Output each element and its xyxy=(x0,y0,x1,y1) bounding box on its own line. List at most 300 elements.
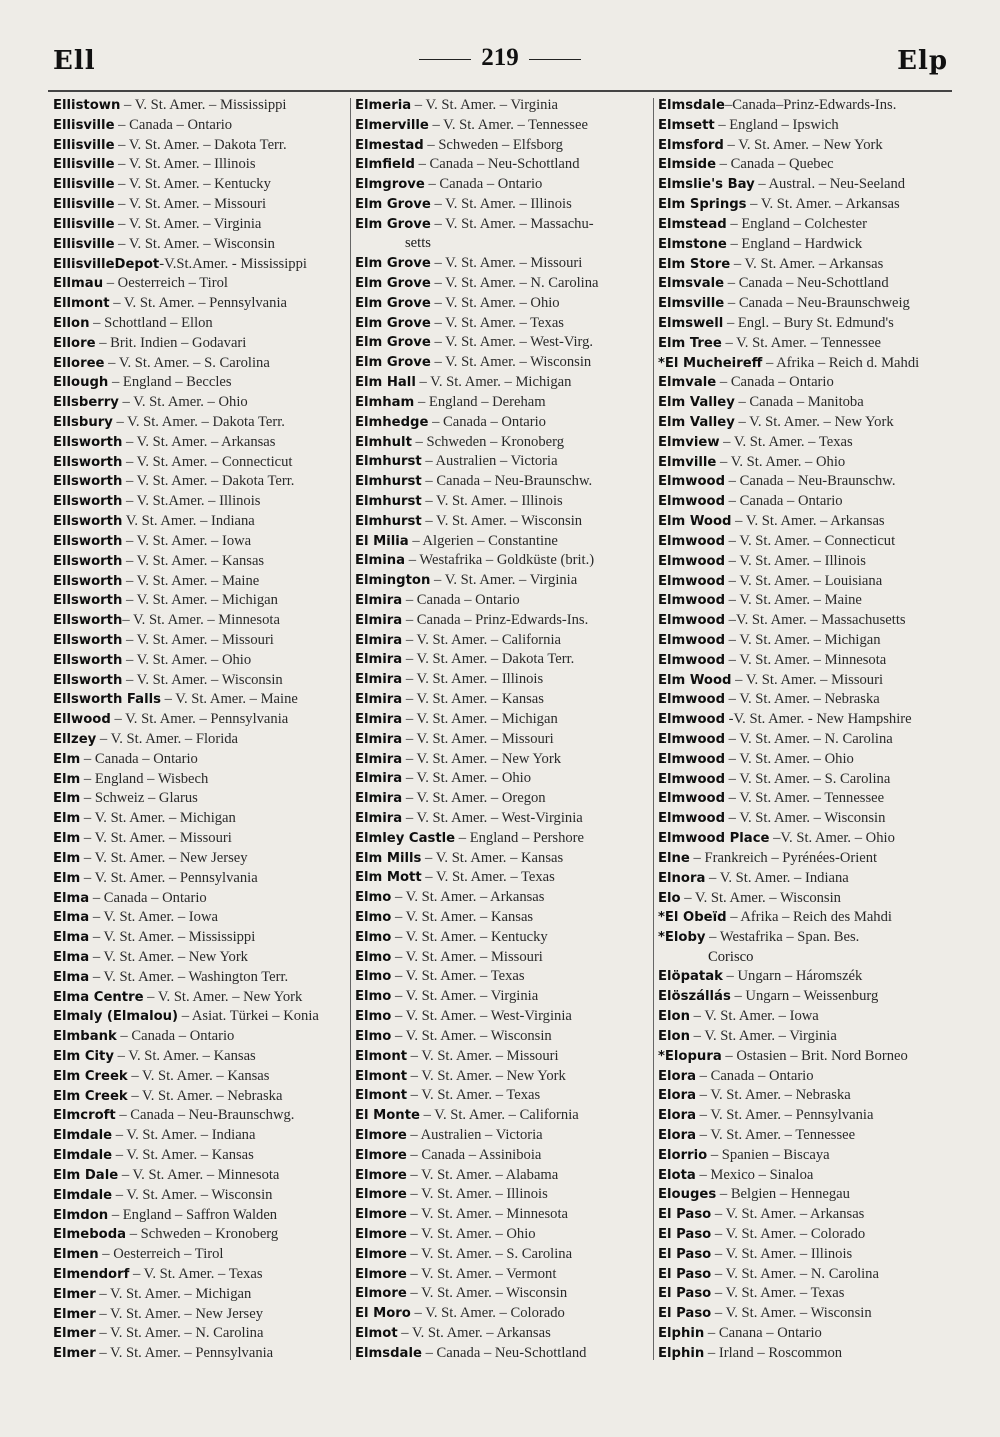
place-name: Ellisville xyxy=(53,137,115,153)
place-location: – V. St. Amer. – Ohio xyxy=(118,394,248,411)
place-name: Elnora xyxy=(658,870,706,886)
place-location: – England – Pershore xyxy=(455,829,585,846)
place-location: – V. St. Amer. – Missouri xyxy=(430,255,583,272)
gazetteer-entry xyxy=(53,572,345,592)
place-location: – Ostasien – Brit. Nord Borneo xyxy=(721,1047,908,1064)
gazetteer-entry xyxy=(355,96,647,116)
place-name: Elmira xyxy=(355,731,403,747)
place-location: – Afrika – Reich d. Mahdi xyxy=(762,354,920,371)
place-name: *El Obeïd xyxy=(658,910,727,926)
place-location: – V. St. Amer. – Maine xyxy=(122,572,260,589)
place-location: – V. St. Amer. – Tennessee xyxy=(696,1126,856,1143)
place-name: Elouges xyxy=(658,1187,717,1203)
place-location: – V. St. Amer. – Ohio xyxy=(430,294,560,311)
place-location: – Canada – Neu-Braunschweig xyxy=(724,295,910,312)
place-name: Elmvale xyxy=(658,375,717,391)
gazetteer-entry xyxy=(658,889,950,909)
place-name: Ellsworth xyxy=(53,533,123,549)
place-location: – V. St. Amer. – Arkansas xyxy=(391,889,545,906)
place-location: – V. St. Amer. – Nebraska xyxy=(127,1087,283,1104)
gazetteer-entry xyxy=(53,1344,345,1364)
gazetteer-entry xyxy=(355,888,647,908)
place-location: – Algerien – Constantine xyxy=(408,532,558,549)
place-name: Ellsworth xyxy=(53,434,123,450)
place-location: – V. St. Amer. – Minnesota xyxy=(118,1166,280,1183)
place-location: – V. St. Amer. – Virginia xyxy=(689,1027,837,1044)
gazetteer-entry xyxy=(53,433,345,453)
page-number-block xyxy=(0,44,1000,72)
gazetteer-entry xyxy=(658,1146,950,1166)
gazetteer-entry xyxy=(355,710,647,730)
gazetteer-entry xyxy=(658,294,950,314)
place-name: Elmwood xyxy=(658,553,726,569)
gazetteer-entry xyxy=(355,631,647,651)
place-location: – V. St. Amer. – New York xyxy=(407,1067,566,1084)
place-name: Elora xyxy=(658,1127,696,1143)
gazetteer-entry xyxy=(355,1265,647,1285)
gazetteer-entry xyxy=(355,1007,647,1027)
place-location: – Engl. – Bury St. Edmund's xyxy=(723,314,894,331)
gazetteer-entry xyxy=(53,928,345,948)
place-location: – V. St. Amer. – Pennsylvania xyxy=(95,1345,274,1362)
place-location: – V. St. Amer. – Maine xyxy=(160,691,298,708)
place-name: Elmeria xyxy=(355,98,412,113)
place-location: – V. St. Amer. – Wisconsin xyxy=(725,810,886,827)
gazetteer-entry xyxy=(53,829,345,849)
gazetteer-entry xyxy=(53,334,345,354)
place-location: – V. St. Amer. – S. Carolina xyxy=(104,354,270,371)
place-location: – V. St. Amer. – Ohio xyxy=(725,750,854,767)
place-name: Elm Dale xyxy=(53,1167,119,1183)
place-location: – V. St.Amer. – Illinois xyxy=(122,493,261,510)
place-name: Elmer xyxy=(53,1346,96,1362)
gazetteer-entry xyxy=(53,1146,345,1166)
place-name: Ellisville xyxy=(53,117,115,133)
place-name: Elo xyxy=(658,890,681,906)
gazetteer-entry xyxy=(355,1324,647,1344)
place-name: Elmwood Place xyxy=(658,831,770,847)
place-location: – V. St. Amer. – Wisconsin xyxy=(711,1305,872,1322)
gazetteer-entry xyxy=(658,235,950,255)
gazetteer-entry xyxy=(355,551,647,571)
place-location: – V. St. Amer. – New Jersey xyxy=(80,849,248,866)
place-name: Elmham xyxy=(355,394,415,410)
place-name: Elmwood xyxy=(658,751,726,767)
place-location: – V. St. Amer. – Wisconsin xyxy=(114,235,275,252)
place-location: – V. St. Amer. – Texas xyxy=(407,1087,541,1104)
place-location: – V. St. Amer. – Michigan xyxy=(402,710,558,727)
place-location: – V. St. Amer. – Kansas xyxy=(421,849,564,866)
place-name: Elmira xyxy=(355,692,403,708)
place-location: – V. St. Amer. – Kentucky xyxy=(114,176,271,193)
place-name: Elmwood xyxy=(658,593,726,609)
gazetteer-entry xyxy=(658,611,950,631)
place-location: – V. St. Amer. – California xyxy=(419,1107,579,1124)
place-location: – V. St. Amer. – Texas xyxy=(129,1265,263,1282)
gazetteer-entry xyxy=(53,1305,345,1325)
place-location: – Canada – Ontario xyxy=(716,374,834,391)
gazetteer-entry xyxy=(658,274,950,294)
gazetteer-entry xyxy=(355,928,647,948)
place-name: Elmendorf xyxy=(53,1266,130,1282)
place-location: V. St. Amer. – Indiana xyxy=(122,513,255,530)
place-location: – V. St. Amer. – Connecticut xyxy=(725,532,896,549)
place-location: – Spanien – Biscaya xyxy=(707,1146,830,1163)
place-location: – V. St. Amer. – Ohio xyxy=(716,453,846,470)
place-name: Elma Centre xyxy=(53,989,144,1005)
place-name: Elma xyxy=(53,969,90,985)
gazetteer-entry xyxy=(355,353,647,373)
place-location: – V. St. Amer. – Minnesota xyxy=(406,1206,569,1223)
place-name: Elm Grove xyxy=(355,315,431,331)
gazetteer-entry xyxy=(53,770,345,790)
place-location: – V. St. Amer. – Arkansas xyxy=(711,1206,865,1223)
gazetteer-entry xyxy=(355,967,647,987)
place-name: Elmslie's Bay xyxy=(658,177,755,193)
place-name: Ellmau xyxy=(53,276,104,292)
gazetteer-entry xyxy=(658,453,950,473)
place-location: – V. St. Amer. – Virginia xyxy=(114,215,262,232)
gazetteer-entry xyxy=(53,948,345,968)
place-location: – V. St. Amer. – Florida xyxy=(96,731,239,747)
place-location: – England – Ipswich xyxy=(714,116,839,133)
gazetteer-entry xyxy=(658,631,950,651)
gazetteer-entry xyxy=(355,571,647,591)
place-name: Ellough xyxy=(53,375,109,391)
place-name: Elma xyxy=(53,910,90,926)
place-name: El Paso xyxy=(658,1227,712,1242)
place-location: – V. St. Amer. – Oregon xyxy=(402,790,546,807)
place-name: Elma xyxy=(53,930,90,946)
place-location: – V. St. Amer. – Kentucky xyxy=(391,928,548,945)
place-location: – V. St. Amer. – Missouri xyxy=(391,948,543,965)
gazetteer-entry xyxy=(658,532,950,552)
gazetteer-entry xyxy=(355,1225,647,1245)
header-divider xyxy=(48,90,952,92)
place-name: Elmo xyxy=(355,989,392,1005)
place-location: – V. St. Amer. – New Jersey xyxy=(95,1305,264,1322)
place-name: Elmwood xyxy=(658,811,726,827)
place-name: Elmwood xyxy=(658,712,726,728)
gazetteer-entry xyxy=(355,1344,647,1364)
gazetteer-entry xyxy=(53,472,345,492)
place-name: Elm xyxy=(53,811,81,827)
place-name: Elmaly (Elmalou) xyxy=(53,1009,179,1025)
place-location: – V. St. Amer. – Michigan xyxy=(415,374,572,391)
place-name: Elm Wood xyxy=(658,672,732,688)
header-rule-right xyxy=(529,59,581,61)
place-location: – V. St. Amer. – Wisconsin xyxy=(406,1285,568,1302)
place-name: Elora xyxy=(658,1108,696,1124)
place-location: – V. St. Amer. – Arkansas xyxy=(731,513,885,530)
page-number: 219 xyxy=(481,44,519,71)
gazetteer-entry xyxy=(658,690,950,710)
gazetteer-entry xyxy=(658,314,950,334)
place-name: Elöszállás xyxy=(658,989,731,1005)
place-name: Elmwood xyxy=(658,494,726,510)
gazetteer-entry xyxy=(658,1185,950,1205)
place-name: *Elopura xyxy=(658,1048,722,1064)
place-location: – V. St. Amer. – Louisiana xyxy=(725,572,883,589)
place-location: – Australien – Victoria xyxy=(406,1126,543,1143)
gazetteer-entry xyxy=(658,1245,950,1265)
gazetteer-entry xyxy=(658,572,950,592)
place-location: – Canada – Neu-Braunschw. xyxy=(725,473,896,490)
place-name: Elmstead xyxy=(658,216,727,232)
place-location: – Canada – Ontario xyxy=(89,889,207,906)
gazetteer-entry xyxy=(53,215,345,235)
place-location: – V. St. Amer. – West-Virginia xyxy=(402,809,583,826)
running-head-right: Elp xyxy=(897,46,948,76)
place-location: – V. St. Amer. – Arkansas xyxy=(397,1325,551,1342)
gazetteer-entry xyxy=(355,769,647,789)
place-name: Ellsworth xyxy=(53,474,123,490)
gazetteer-entry xyxy=(355,314,647,334)
gazetteer-entry xyxy=(53,1126,345,1146)
place-name: Elmsett xyxy=(658,117,715,133)
place-name: Elmsville xyxy=(658,296,725,312)
place-location: – Canada – Neu-Schottland xyxy=(724,275,889,292)
place-location: – V. St. Amer. – Indiana xyxy=(705,869,849,886)
place-location: – Canada – Neu-Braunschw. xyxy=(421,473,593,490)
gazetteer-entry xyxy=(355,116,647,136)
gazetteer-entry xyxy=(53,512,345,532)
place-name: Ellsworth xyxy=(53,573,123,589)
place-name: Elmwood xyxy=(658,771,726,787)
place-name: Elmwood xyxy=(658,632,726,648)
place-name: Elmira xyxy=(355,593,403,608)
place-location: – V. St. Amer. – Illinois xyxy=(711,1245,853,1262)
gazetteer-entry xyxy=(658,1086,950,1106)
gazetteer-entry xyxy=(53,1225,345,1245)
gazetteer-entry xyxy=(53,1265,345,1285)
place-location: – V. St. Amer. – New York xyxy=(723,136,883,153)
place-name: Elm Grove xyxy=(355,295,431,311)
place-location: – V. St. Amer. – Minnesota xyxy=(122,612,280,629)
gazetteer-entry xyxy=(53,809,345,829)
place-location: – V. St. Amer. – N. Carolina xyxy=(95,1325,264,1342)
place-location: – V. St. Amer. – Virginia xyxy=(411,97,558,113)
place-name: Elmo xyxy=(355,969,392,985)
place-name: Elmira xyxy=(355,672,403,688)
gazetteer-entry xyxy=(658,671,950,691)
gazetteer-entry xyxy=(355,868,647,888)
gazetteer-entry xyxy=(53,889,345,909)
place-location: –V. St. Amer. – Ohio xyxy=(769,830,895,847)
gazetteer-entry xyxy=(355,1027,647,1047)
place-location: – V. St. Amer. – New York xyxy=(143,988,303,1005)
place-location: – Schweden – Kronoberg xyxy=(126,1226,279,1243)
place-name: Elmore xyxy=(355,1246,407,1262)
place-name: Elmington xyxy=(355,573,431,589)
column-divider xyxy=(350,98,351,1360)
place-location: – V. St. Amer. – Dakota Terr. xyxy=(112,414,285,430)
gazetteer-entry xyxy=(53,1285,345,1305)
place-location: – Canada – Quebec xyxy=(716,156,834,173)
gazetteer-entry xyxy=(355,433,647,453)
place-location: – V. St. Amer. – West-Virg. xyxy=(430,334,594,351)
place-name: El Paso xyxy=(658,1286,712,1302)
place-location: – Canada – Ontario xyxy=(424,176,543,193)
gazetteer-entry xyxy=(355,294,647,314)
place-location: -V. St. Amer. - New Hampshire xyxy=(725,711,912,728)
place-location: – Canada – Neu-Schottland xyxy=(414,156,580,173)
place-location: – V. St. Amer. – Wisconsin xyxy=(421,512,583,529)
gazetteer-entry xyxy=(53,175,345,195)
place-location: – V. St. Amer. – Ohio xyxy=(406,1226,536,1242)
gazetteer-entry xyxy=(355,1146,647,1166)
place-location: – Ungarn – Háromszék xyxy=(722,968,863,985)
place-name: Elmo xyxy=(355,1009,392,1025)
gazetteer-entry xyxy=(355,472,647,492)
place-name: Ellsworth Falls xyxy=(53,692,161,708)
gazetteer-entry xyxy=(53,1166,345,1186)
place-location: – V. St. Amer. – Missouri xyxy=(114,196,267,213)
gazetteer-entry xyxy=(355,1245,647,1265)
place-name: Elm Springs xyxy=(658,197,747,213)
place-name: Elm Valley xyxy=(658,415,735,430)
place-name: *Eloby xyxy=(658,930,706,946)
gazetteer-entry xyxy=(53,116,345,136)
gazetteer-entry xyxy=(53,908,345,928)
place-location: – Canada – Ontario xyxy=(402,592,520,608)
gazetteer-entry xyxy=(658,433,950,453)
place-location: – V. St. Amer. – Illinois xyxy=(402,671,544,688)
place-location: – V. St. Amer. – New York xyxy=(734,414,894,430)
gazetteer-entry xyxy=(53,869,345,889)
gazetteer-entry xyxy=(53,1206,345,1226)
place-name: Elmhurst xyxy=(355,474,422,490)
place-name: Elmwood xyxy=(658,732,726,747)
gazetteer-entry xyxy=(658,1324,950,1344)
place-location: – Canana – Ontario xyxy=(704,1325,822,1342)
place-location: – England – Beccles xyxy=(108,374,232,391)
gazetteer-entry xyxy=(53,988,345,1008)
place-location: – V. St. Amer. – West-Virginia xyxy=(391,1008,572,1025)
gazetteer-entry xyxy=(658,1047,950,1067)
place-name: Elm City xyxy=(53,1049,114,1064)
gazetteer-entry xyxy=(53,631,345,651)
gazetteer-entry xyxy=(658,393,950,413)
place-location: – V. St. Amer. – Tennessee xyxy=(428,116,588,133)
place-location: – Canada – Ontario xyxy=(116,1028,235,1045)
gazetteer-entry xyxy=(355,393,647,413)
gazetteer-entry xyxy=(355,650,647,670)
place-name: Ellzey xyxy=(53,732,97,747)
place-name: Elmo xyxy=(355,1028,392,1044)
place-name: Elm xyxy=(53,791,81,807)
gazetteer-entry xyxy=(658,809,950,829)
gazetteer-entry xyxy=(658,789,950,809)
place-location: – V. St. Amer. – Virginia xyxy=(430,572,578,589)
place-location: -V.St.Amer. - Mississippi xyxy=(159,255,307,272)
place-name: Ellsbury xyxy=(53,415,113,430)
place-name: Elmsford xyxy=(658,137,724,153)
gazetteer-entry xyxy=(53,1087,345,1107)
place-name: Ellsworth xyxy=(53,514,123,530)
gazetteer-entry xyxy=(355,750,647,770)
place-name: Elmira xyxy=(355,652,403,668)
place-location: – V. St. Amer. – Washington Terr. xyxy=(89,968,289,985)
place-name: Elon xyxy=(658,1028,690,1044)
place-location: – V. St. Amer. – Maine xyxy=(725,592,862,609)
place-location: – England – Saffron Walden xyxy=(108,1206,278,1223)
gazetteer-entry xyxy=(53,671,345,691)
gazetteer-entry xyxy=(53,1047,345,1067)
place-location: – V. St. Amer. – Texas xyxy=(391,968,525,985)
place-location: – V. St. Amer. – Illinois xyxy=(725,552,866,569)
place-name: Elm Hall xyxy=(355,375,416,391)
place-location: – Canada – Ontario xyxy=(114,116,233,133)
place-name: Ellsworth xyxy=(53,593,123,609)
gazetteer-entry xyxy=(355,1304,647,1324)
place-location: – V. St. Amer. – Indiana xyxy=(112,1127,256,1144)
place-location: – V. St. Amer. – N. Carolina xyxy=(430,275,599,291)
gazetteer-entry xyxy=(53,136,345,156)
place-location: – V. St. Amer. – S. Carolina xyxy=(406,1245,573,1262)
gazetteer-entry xyxy=(355,215,647,254)
place-location: – V. St. Amer. – Alabama xyxy=(406,1166,559,1183)
gazetteer-entry xyxy=(53,155,345,175)
place-location: – V. St. Amer. – Connecticut xyxy=(122,453,293,470)
gazetteer-entry xyxy=(658,334,950,354)
gazetteer-entry xyxy=(355,373,647,393)
place-location: – V. St. Amer. – Massachu- xyxy=(430,215,594,232)
gazetteer-entry xyxy=(355,274,647,294)
place-location: –V. St. Amer. – Massachusetts xyxy=(725,612,906,629)
place-name: Ellisville xyxy=(53,157,115,173)
gazetteer-entry xyxy=(355,1166,647,1186)
place-location: – Canada – Ontario xyxy=(428,413,546,430)
place-name: Elmore xyxy=(355,1227,407,1242)
page-header xyxy=(0,44,1000,78)
place-location: – V. St. Amer. – Arkansas xyxy=(746,196,900,213)
place-name: Ellsworth xyxy=(53,553,123,569)
place-location: – Canada – Manitoba xyxy=(734,394,864,411)
place-name: Elmo xyxy=(355,910,392,925)
gazetteer-column-3 xyxy=(658,96,950,1364)
gazetteer-entry xyxy=(355,690,647,710)
place-location: – England – Hardwick xyxy=(726,235,863,252)
gazetteer-entry xyxy=(658,512,950,532)
gazetteer-entry xyxy=(53,1067,345,1087)
gazetteer-entry xyxy=(355,1106,647,1126)
place-location: – V. St. Amer. – Kansas xyxy=(122,552,265,569)
place-name: El Moro xyxy=(355,1306,411,1322)
place-location-continuation: setts xyxy=(405,235,431,252)
place-name: Elm Grove xyxy=(355,256,431,272)
gazetteer-entry xyxy=(658,96,950,116)
place-location: – V. St. Amer. – N. Carolina xyxy=(725,731,893,747)
place-location: – England – Dereham xyxy=(414,393,546,410)
place-location-continuation: Corisco xyxy=(708,948,754,965)
place-name: EllisvilleDepot xyxy=(53,256,160,272)
gazetteer-entry xyxy=(658,1126,950,1146)
place-location: – V. St. Amer. – Texas xyxy=(719,433,853,450)
place-name: Elm Mills xyxy=(355,850,422,866)
place-location: – Schweden – Elfsborg xyxy=(423,136,563,153)
place-location: – Asiat. Türkei – Konia xyxy=(178,1008,319,1025)
gazetteer-column-1 xyxy=(53,96,345,1364)
gazetteer-entry xyxy=(355,1047,647,1067)
gazetteer-entry xyxy=(658,1344,950,1364)
place-name: Elmer xyxy=(53,1326,96,1342)
place-name: Elmer xyxy=(53,1306,96,1322)
gazetteer-entry xyxy=(53,849,345,869)
gazetteer-entry xyxy=(658,750,950,770)
place-name: Elmsdale xyxy=(658,98,725,113)
place-name: Elm Grove xyxy=(355,355,431,371)
